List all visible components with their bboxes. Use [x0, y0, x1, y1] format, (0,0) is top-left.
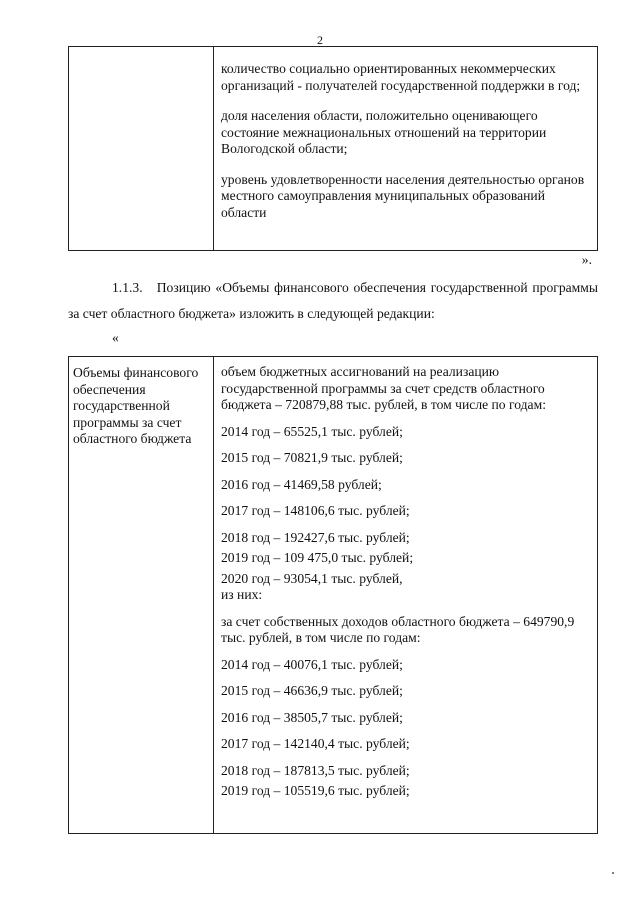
of-them-label: из них: — [221, 587, 263, 602]
indicators-table — [68, 46, 598, 251]
own-revenue-intro: за счет собственных доходов областного бюджета – 649790,9 тыс. рублей, в том числе по годам: — [221, 613, 575, 645]
year-total-row: 2015 год – 70821,9 тыс. рублей; — [221, 450, 403, 465]
year-total-row: 2016 год – 41469,58 рублей; — [221, 476, 382, 492]
indicator-item: уровень удовлетворенности населения деятельностью органов местного самоуправления муниципальных образований области — [221, 171, 585, 220]
year-total-row: 2019 год – 109 475,0 тыс. рублей; — [221, 550, 414, 565]
year-own-row: 2018 год – 187813,5 тыс. рублей; — [221, 762, 410, 778]
indicator-item: доля населения области, положительно оценивающего состояние межнациональных отношений на территории Вологодской области; — [221, 108, 547, 156]
year-total-row: 2020 год – 93054,1 тыс. рублей, — [221, 570, 403, 586]
funding-intro: объем бюджетных ассигнований на реализацию государственной программы за счет средств областного бюджета – 720879,88 тыс. рублей, в том числе по годам: — [221, 364, 546, 412]
amendment-paragraph: 1.1.3. Позицию «Объемы финансового обеспечения государственной программы за счет областного бюджета» изложить в следующей редакции: — [68, 280, 598, 321]
table-row — [69, 47, 598, 251]
funding-values-cell — [214, 357, 598, 834]
year-total-row: 2018 год – 192427,6 тыс. рублей; — [221, 529, 410, 545]
funding-table — [68, 356, 598, 834]
table-cell-right — [214, 47, 598, 251]
page-number: 2 — [317, 33, 323, 47]
year-total-row: 2014 год – 65525,1 тыс. рублей; — [221, 423, 403, 439]
table-cell-left — [69, 47, 214, 251]
year-own-row: 2015 год – 46636,9 тыс. рублей; — [221, 683, 403, 698]
funding-label-cell — [69, 357, 214, 834]
scan-speck — [612, 872, 614, 874]
year-own-row: 2016 год – 38505,7 тыс. рублей; — [221, 709, 403, 725]
closing-quote: ». — [581, 252, 592, 267]
funding-label: Объемы финансового обеспечения государственной программы за счет областного бюджета — [73, 365, 199, 446]
year-own-row: 2017 год – 142140,4 тыс. рублей; — [221, 736, 410, 751]
year-total-row: 2017 год – 148106,6 тыс. рублей; — [221, 503, 410, 518]
opening-quote: « — [112, 330, 119, 345]
indicator-item: количество социально ориентированных некоммерческих организаций - получателей государственной поддержки в год; — [221, 61, 581, 93]
year-own-row: 2014 год – 40076,1 тыс. рублей; — [221, 656, 403, 672]
year-own-row: 2019 год – 105519,6 тыс. рублей; — [221, 783, 410, 798]
table-row — [69, 357, 598, 834]
